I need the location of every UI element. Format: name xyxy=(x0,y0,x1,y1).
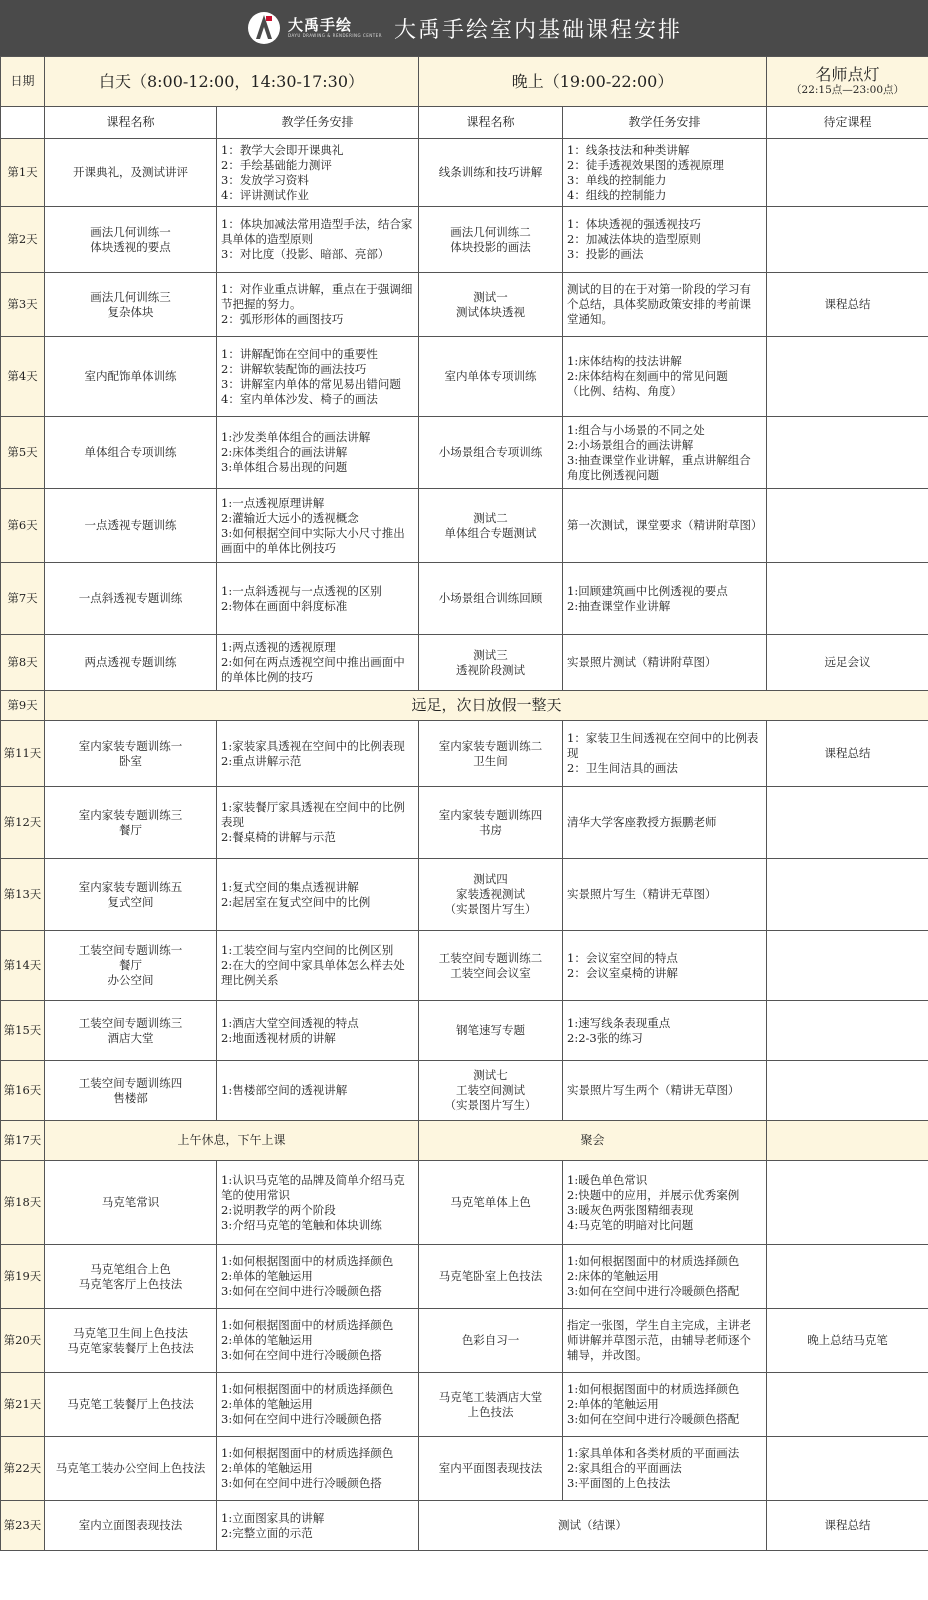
day-task-cell: 1:如何根据图面中的材质选择颜色 2:单体的笔触运用 3:如何在空间中进行冷暖颜色搭 xyxy=(217,1437,419,1501)
subheader-row xyxy=(1,107,928,139)
day-task-cell: 1:沙发类单体组合的画法讲解 2:床体类组合的画法讲解 3:单体组合易出现的问题 xyxy=(217,417,419,489)
day-course-cell: 开课典礼，及测试讲评 xyxy=(45,139,217,207)
night-task-cell: 1：线条技法和种类讲解 2：徒手透视效果图的透视原理 3：单线的控制能力 4：组线的控制能力 xyxy=(563,139,767,207)
table-row xyxy=(1,635,928,691)
night-task-cell: 测试的目的在于对第一阶段的学习有个总结，具体奖励政策安排的考前课堂通知。 xyxy=(563,273,767,337)
table-row xyxy=(1,139,928,207)
night-task-cell: 1:如何根据图面中的材质选择颜色 2:床体的笔触运用 3:如何在空间中进行冷暖颜色搭配 xyxy=(563,1245,767,1309)
daytime-header: 白天（8:00-12:00，14:30-17:30） xyxy=(45,57,419,107)
day-cell: 第2天 xyxy=(1,207,45,273)
evening-header: 晚上（19:00-22:00） xyxy=(419,57,767,107)
table-row-day9 xyxy=(1,691,928,721)
table-row-day23 xyxy=(1,1501,928,1551)
night-task-cell: 实景照片测试（精讲附草图） xyxy=(563,635,767,691)
day-cell: 第15天 xyxy=(1,1001,45,1061)
pending-cell xyxy=(767,337,928,417)
night-task-cell: 指定一张图，学生自主完成，主讲老师讲解并草图示范，由辅导老师逐个辅导，并改图。 xyxy=(563,1309,767,1373)
pending-cell xyxy=(767,417,928,489)
pending-cell xyxy=(767,1161,928,1245)
day-cell: 第5天 xyxy=(1,417,45,489)
pending-cell xyxy=(767,859,928,931)
day-task-cell: 1:酒店大堂空间透视的特点 2:地面透视材质的讲解 xyxy=(217,1001,419,1061)
night-course-cell: 测试二 单体组合专题测试 xyxy=(419,489,563,563)
night-task-cell: 1:速写线条表现重点 2:2-3张的练习 xyxy=(563,1001,767,1061)
day-task-cell: 1:认识马克笔的品牌及简单介绍马克笔的使用常识 2:说明教学的两个阶段 3:介绍马克笔的笔触和体块训练 xyxy=(217,1161,419,1245)
night-course-cell: 马克笔工装酒店大堂 上色技法 xyxy=(419,1373,563,1437)
pending-cell: 课程总结 xyxy=(767,273,928,337)
day-cell: 第9天 xyxy=(1,691,45,721)
day-task-cell: 1:工装空间与室内空间的比例区别 2:在大的空间中家具单体怎么样去处理比例关系 xyxy=(217,931,419,1001)
table-row-day17 xyxy=(1,1121,928,1161)
day-course-cell: 室内家装专题训练五 复式空间 xyxy=(45,859,217,931)
day-cell: 第7天 xyxy=(1,563,45,635)
night-course-cell: 马克笔单体上色 xyxy=(419,1161,563,1245)
night-course-cell: 测试三 透视阶段测试 xyxy=(419,635,563,691)
night-course-cell: 画法几何训练二 体块投影的画法 xyxy=(419,207,563,273)
teacher-header xyxy=(767,57,928,107)
night-course-cell: 室内单体专项训练 xyxy=(419,337,563,417)
pending-cell xyxy=(767,139,928,207)
table-row xyxy=(1,859,928,931)
table-row xyxy=(1,1437,928,1501)
pending-cell: 课程总结 xyxy=(767,721,928,787)
day-cell: 第4天 xyxy=(1,337,45,417)
teacher-header-label: 名师点灯 xyxy=(815,64,880,84)
night-course-cell: 测试四 家装透视测试 （实景图片写生） xyxy=(419,859,563,931)
day-task-cell: 1:两点透视的透视原理 2:如何在两点透视空间中推出画面中的单体比例的技巧 xyxy=(217,635,419,691)
night-course-cell: 室内家装专题训练四 书房 xyxy=(419,787,563,859)
day-course-cell: 画法几何训练三 复杂体块 xyxy=(45,273,217,337)
day-course-cell: 室内家装专题训练一 卧室 xyxy=(45,721,217,787)
night-task-cell: 1：会议室空间的特点 2：会议室桌椅的讲解 xyxy=(563,931,767,1001)
day-cell: 第3天 xyxy=(1,273,45,337)
day-course-cell: 工装空间专题训练三 酒店大堂 xyxy=(45,1001,217,1061)
night-course-cell: 室内平面图表现技法 xyxy=(419,1437,563,1501)
night-course-cell: 测试七 工装空间测试 （实景图片写生） xyxy=(419,1061,563,1121)
night-task-cell: 清华大学客座教授方振鹏老师 xyxy=(563,787,767,859)
table-row xyxy=(1,1061,928,1121)
night-course-cell: 工装空间专题训练二 工装空间会议室 xyxy=(419,931,563,1001)
pending-header: 待定课程 xyxy=(767,107,928,139)
night-course-cell: 小场景组合训练回顾 xyxy=(419,563,563,635)
day-course-cell: 工装空间专题训练四 售楼部 xyxy=(45,1061,217,1121)
day-task-cell: 1:家装家具透视在空间中的比例表现 2:重点讲解示范 xyxy=(217,721,419,787)
night-task-cell: 实景照片写生（精讲无草图） xyxy=(563,859,767,931)
day-cell: 第19天 xyxy=(1,1245,45,1309)
day-course-cell: 马克笔工装餐厅上色技法 xyxy=(45,1373,217,1437)
day-cell: 第22天 xyxy=(1,1437,45,1501)
day-task-cell: 1：体块加减法常用造型手法，结合家具单体的造型原则 3：对比度（投影、暗部、亮部） xyxy=(217,207,419,273)
day-cell: 第13天 xyxy=(1,859,45,931)
day-course-cell: 马克笔工装办公空间上色技法 xyxy=(45,1437,217,1501)
day-task-cell: 1:如何根据图面中的材质选择颜色 2:单体的笔触运用 3:如何在空间中进行冷暖颜色搭 xyxy=(217,1373,419,1437)
night-task-cell: 1:暖色单色常识 2:快题中的应用，并展示优秀案例 3:暖灰色两张图精细表现 4:马克笔的明暗对比问题 xyxy=(563,1161,767,1245)
day-cell: 第8天 xyxy=(1,635,45,691)
night-task-cell: 1：体块透视的强透视技巧 2：加减法体块的造型原则 3：投影的画法 xyxy=(563,207,767,273)
day-task-cell: 1：对作业重点讲解，重点在于强调细节把握的努力。 2：弧形形体的画图技巧 xyxy=(217,273,419,337)
day-course-cell: 马克笔常识 xyxy=(45,1161,217,1245)
teacher-header-time: （22:15点—23:00点） xyxy=(791,83,905,96)
table-row xyxy=(1,1309,928,1373)
pending-cell xyxy=(767,1061,928,1121)
day-course-cell: 一点透视专题训练 xyxy=(45,489,217,563)
night-course-cell: 测试一 测试体块透视 xyxy=(419,273,563,337)
day-cell: 第23天 xyxy=(1,1501,45,1551)
day-cell: 第16天 xyxy=(1,1061,45,1121)
day-course-cell: 马克笔组合上色 马克笔客厅上色技法 xyxy=(45,1245,217,1309)
logo-name: 大禹手绘 xyxy=(288,16,353,34)
day17-evening-cell: 聚会 xyxy=(419,1121,767,1161)
table-row xyxy=(1,1373,928,1437)
day-course-cell: 室内立面图表现技法 xyxy=(45,1501,217,1551)
night-course-cell: 小场景组合专项训练 xyxy=(419,417,563,489)
logo xyxy=(246,10,382,46)
day-task-header: 教学任务安排 xyxy=(217,107,419,139)
table-row xyxy=(1,1001,928,1061)
schedule-table xyxy=(0,56,928,1551)
day-task-cell: 1:如何根据图面中的材质选择颜色 2:单体的笔触运用 3:如何在空间中进行冷暖颜色搭 xyxy=(217,1245,419,1309)
day-task-cell: 1:一点斜透视与一点透视的区别 2:物体在画面中斜度标准 xyxy=(217,563,419,635)
day23-night-merged-cell: 测试（结课） xyxy=(419,1501,767,1551)
pending-cell xyxy=(767,563,928,635)
day-task-cell: 1:售楼部空间的透视讲解 xyxy=(217,1061,419,1121)
day9-merged-cell: 远足，次日放假一整天 xyxy=(45,691,928,721)
day-course-cell: 单体组合专项训练 xyxy=(45,417,217,489)
night-task-header: 教学任务安排 xyxy=(563,107,767,139)
table-row xyxy=(1,1245,928,1309)
title-bar xyxy=(0,0,928,56)
page-title: 大禹手绘室内基础课程安排 xyxy=(393,17,682,43)
night-task-cell: 1:如何根据图面中的材质选择颜色 2:单体的笔触运用 3:如何在空间中进行冷暖颜色搭配 xyxy=(563,1373,767,1437)
table-row xyxy=(1,337,928,417)
pending-cell xyxy=(767,787,928,859)
pending-cell xyxy=(767,1437,928,1501)
table-row xyxy=(1,787,928,859)
night-task-cell: 1:组合与小场景的不同之处 2:小场景组合的画法讲解 3:抽查课堂作业讲解，重点讲解组合角度比例透视问题 xyxy=(563,417,767,489)
night-course-cell: 色彩自习一 xyxy=(419,1309,563,1373)
day-task-cell: 1：教学大会即开课典礼 2：手绘基础能力测评 3：发放学习资料 4：评讲测试作业 xyxy=(217,139,419,207)
table-row xyxy=(1,207,928,273)
night-task-cell: 1:家具单体和各类材质的平面画法 2:家具组合的平面画法 3:平面图的上色技法 xyxy=(563,1437,767,1501)
day-cell: 第20天 xyxy=(1,1309,45,1373)
night-task-cell: 1:回顾建筑画中比例透视的要点 2:抽查课堂作业讲解 xyxy=(563,563,767,635)
date-subheader xyxy=(1,107,45,139)
table-row xyxy=(1,273,928,337)
night-course-cell: 钢笔速写专题 xyxy=(419,1001,563,1061)
night-task-cell: 1：家装卫生间透视在空间中的比例表现 2：卫生间洁具的画法 xyxy=(563,721,767,787)
day-cell: 第14天 xyxy=(1,931,45,1001)
table-row xyxy=(1,1161,928,1245)
pending-cell: 晚上总结马克笔 xyxy=(767,1309,928,1373)
table-row xyxy=(1,721,928,787)
day17-daytime-cell: 上午休息，下午上课 xyxy=(45,1121,419,1161)
day-task-cell: 1:如何根据图面中的材质选择颜色 2:单体的笔触运用 3:如何在空间中进行冷暖颜色搭 xyxy=(217,1309,419,1373)
day-course-cell: 一点斜透视专题训练 xyxy=(45,563,217,635)
logo-subtitle: DAYU DRAWING & RENDERING CENTER xyxy=(288,33,382,38)
table-row xyxy=(1,489,928,563)
pending-cell xyxy=(767,1245,928,1309)
pending-cell xyxy=(767,207,928,273)
night-course-cell: 室内家装专题训练二 卫生间 xyxy=(419,721,563,787)
table-row xyxy=(1,417,928,489)
day-course-cell: 画法几何训练一 体块透视的要点 xyxy=(45,207,217,273)
day-cell: 第1天 xyxy=(1,139,45,207)
pending-cell xyxy=(767,1373,928,1437)
day-task-cell: 1:一点透视原理讲解 2:灌输近大远小的透视概念 3:如何根据空间中实际大小尺寸推出画面中的单体比例技巧 xyxy=(217,489,419,563)
date-header: 日期 xyxy=(1,57,45,107)
header-row xyxy=(1,57,928,107)
day-course-header: 课程名称 xyxy=(45,107,217,139)
pending-cell xyxy=(767,1001,928,1061)
day-cell: 第12天 xyxy=(1,787,45,859)
pending-cell xyxy=(767,931,928,1001)
table-row xyxy=(1,931,928,1001)
day-course-cell: 工装空间专题训练一 餐厅 办公空间 xyxy=(45,931,217,1001)
day-course-cell: 室内家装专题训练三 餐厅 xyxy=(45,787,217,859)
night-course-cell: 马克笔卧室上色技法 xyxy=(419,1245,563,1309)
table-row xyxy=(1,563,928,635)
pending-cell: 课程总结 xyxy=(767,1501,928,1551)
day-task-cell: 1:复式空间的集点透视讲解 2:起居室在复式空间中的比例 xyxy=(217,859,419,931)
day-course-cell: 马克笔卫生间上色技法 马克笔家装餐厅上色技法 xyxy=(45,1309,217,1373)
logo-mark-icon xyxy=(246,10,282,46)
night-course-header: 课程名称 xyxy=(419,107,563,139)
day17-pending-cell xyxy=(767,1121,928,1161)
day-cell: 第17天 xyxy=(1,1121,45,1161)
day-cell: 第21天 xyxy=(1,1373,45,1437)
day-task-cell: 1:立面图家具的讲解 2:完整立面的示范 xyxy=(217,1501,419,1551)
night-task-cell: 1:床体结构的技法讲解 2:床体结构在刻画中的常见问题 （比例、结构、角度） xyxy=(563,337,767,417)
day-task-cell: 1：讲解配饰在空间中的重要性 2：讲解软装配饰的画法技巧 3：讲解室内单体的常见易出错问题 4：室内单体沙发、椅子的画法 xyxy=(217,337,419,417)
night-task-cell: 实景照片写生两个（精讲无草图） xyxy=(563,1061,767,1121)
pending-cell xyxy=(767,489,928,563)
night-task-cell: 第一次测试，课堂要求（精讲附草图） xyxy=(563,489,767,563)
day-cell: 第6天 xyxy=(1,489,45,563)
night-course-cell: 线条训练和技巧讲解 xyxy=(419,139,563,207)
day-course-cell: 室内配饰单体训练 xyxy=(45,337,217,417)
pending-cell: 远足会议 xyxy=(767,635,928,691)
day-cell: 第11天 xyxy=(1,721,45,787)
day-course-cell: 两点透视专题训练 xyxy=(45,635,217,691)
day-cell: 第18天 xyxy=(1,1161,45,1245)
day-task-cell: 1:家装餐厅家具透视在空间中的比例表现 2:餐桌椅的讲解与示范 xyxy=(217,787,419,859)
